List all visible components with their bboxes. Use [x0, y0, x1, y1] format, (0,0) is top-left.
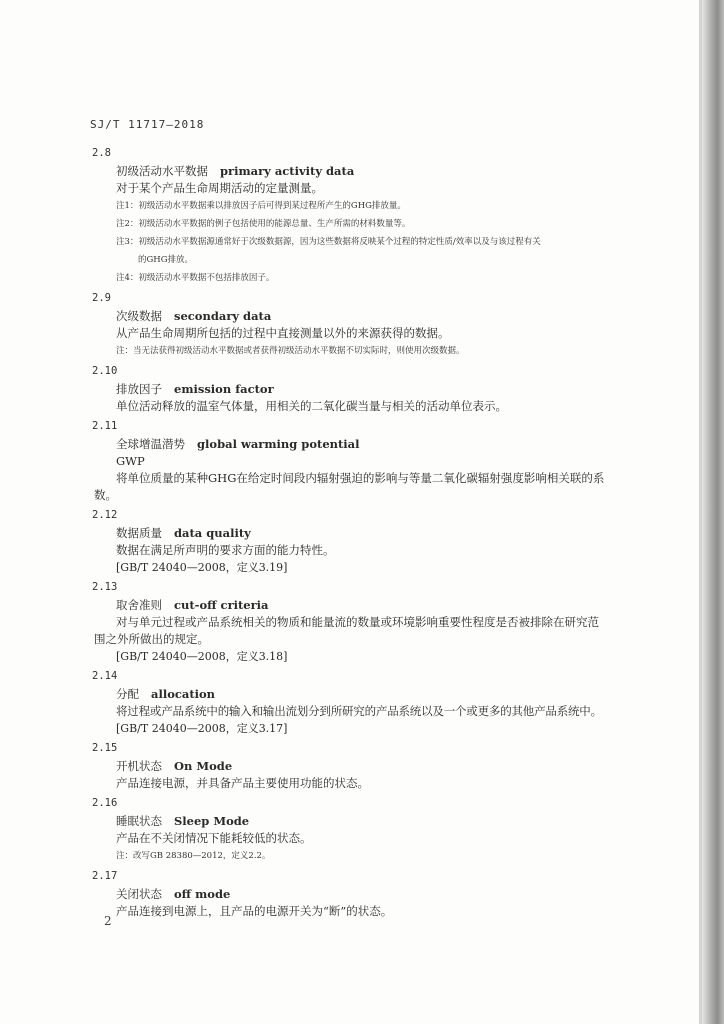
definition-continued: 围之外所做出的规定。 [94, 632, 209, 646]
note-2: 注2：初级活动水平数据的例子包括使用的能源总量、生产所需的材料数量等。 [116, 219, 411, 229]
entry-number: 2.16 [92, 797, 118, 809]
definition: 产品连接电源，并具备产品主要使用功能的状态。 [116, 776, 369, 790]
term-heading [116, 813, 634, 830]
term-cn: 关闭状态 [116, 887, 162, 901]
entry-number: 2.9 [92, 292, 111, 304]
definitions-body [94, 142, 634, 920]
entry-2-15 [94, 741, 634, 792]
note-3-continued: 的GHG排放。 [138, 255, 193, 265]
definition: 对与单元过程或产品系统相关的物质和能量流的数量或环境影响重要性程度是否被排除在研究范 [116, 615, 599, 629]
term-heading [116, 686, 634, 703]
note-4: 注4：初级活动水平数据不包括排放因子。 [116, 273, 275, 283]
source-reference: [GB/T 24040—2008，定义3.18] [116, 650, 288, 663]
abbreviation: GWP [116, 454, 145, 468]
page-number: 2 [104, 914, 112, 928]
definition: 单位活动释放的温室气体量，用相关的二氧化碳当量与相关的活动单位表示。 [116, 399, 507, 413]
term-en: cut-off criteria [174, 598, 269, 612]
term-en: emission factor [174, 382, 274, 396]
note-3: 注3：初级活动水平数据源通常好于次级数据源，因为这些数据将反映某个过程的特定性质/效率以及与该过程有关 [116, 237, 541, 247]
term-cn: 开机状态 [116, 759, 162, 773]
definition-continued: 数。 [94, 488, 117, 502]
entry-2-11 [94, 419, 634, 504]
entry-number: 2.17 [92, 870, 118, 882]
term-heading [116, 597, 634, 614]
entry-2-12 [94, 508, 634, 576]
entry-number: 2.8 [92, 147, 111, 159]
definition: 将单位质量的某种GHG在给定时间段内辐射强迫的影响与等量二氧化碳辐射强度影响相关联的系 [116, 471, 605, 485]
book-spine [702, 0, 724, 1024]
term-cn: 次级数据 [116, 309, 162, 323]
term-heading [116, 308, 634, 325]
definition: 数据在满足所声明的要求方面的能力特性。 [116, 543, 335, 557]
term-heading [116, 525, 634, 542]
entry-number: 2.12 [92, 509, 118, 521]
note: 注：改写GB 28380—2012，定义2.2。 [116, 851, 271, 861]
entry-2-16 [94, 796, 634, 865]
term-en: Sleep Mode [174, 814, 250, 828]
definition: 将过程或产品系统中的输入和输出流划分到所研究的产品系统以及一个或更多的其他产品系统中。 [116, 704, 602, 718]
entry-2-9 [94, 291, 634, 360]
entry-number: 2.15 [92, 742, 118, 754]
note-1: 注1：初级活动水平数据乘以排放因子后可得到某过程所产生的GHG排放量。 [116, 201, 406, 211]
definition: 产品连接到电源上，且产品的电源开关为“断”的状态。 [116, 904, 393, 918]
entry-number: 2.11 [92, 420, 118, 432]
entry-2-17 [94, 869, 634, 920]
entry-number: 2.10 [92, 365, 118, 377]
source-reference: [GB/T 24040—2008，定义3.19] [116, 561, 288, 574]
term-cn: 初级活动水平数据 [116, 164, 208, 178]
term-en: data quality [174, 526, 251, 540]
term-en: off mode [174, 887, 231, 901]
definition: 产品在不关闭情况下能耗较低的状态。 [116, 831, 312, 845]
entry-number: 2.14 [92, 670, 118, 682]
term-cn: 排放因子 [116, 382, 162, 396]
term-en: global warming potential [197, 437, 360, 451]
entry-2-14 [94, 669, 634, 737]
source-reference: [GB/T 24040—2008，定义3.17] [116, 722, 288, 735]
term-en: primary activity data [220, 164, 355, 178]
entry-2-8 [94, 146, 634, 287]
standard-number-header: SJ/T 11717—2018 [90, 118, 205, 131]
term-cn: 取舍准则 [116, 598, 162, 612]
entry-number: 2.13 [92, 581, 118, 593]
term-cn: 分配 [116, 687, 139, 701]
term-cn: 全球增温潜势 [116, 437, 185, 451]
entry-2-10 [94, 364, 634, 415]
term-heading [116, 381, 634, 398]
term-cn: 睡眠状态 [116, 814, 162, 828]
note: 注：当无法获得初级活动水平数据或者获得初级活动水平数据不切实际时，则使用次级数据。 [116, 346, 465, 356]
term-cn: 数据质量 [116, 526, 162, 540]
term-en: On Mode [174, 759, 233, 773]
term-heading [116, 436, 634, 453]
term-heading [116, 758, 634, 775]
term-heading [116, 886, 634, 903]
entry-2-13 [94, 580, 634, 665]
definition: 从产品生命周期所包括的过程中直接测量以外的来源获得的数据。 [116, 326, 450, 340]
term-en: allocation [151, 687, 216, 701]
term-en: secondary data [174, 309, 272, 323]
definition: 对于某个产品生命周期活动的定量测量。 [116, 181, 323, 195]
term-heading [116, 163, 634, 180]
